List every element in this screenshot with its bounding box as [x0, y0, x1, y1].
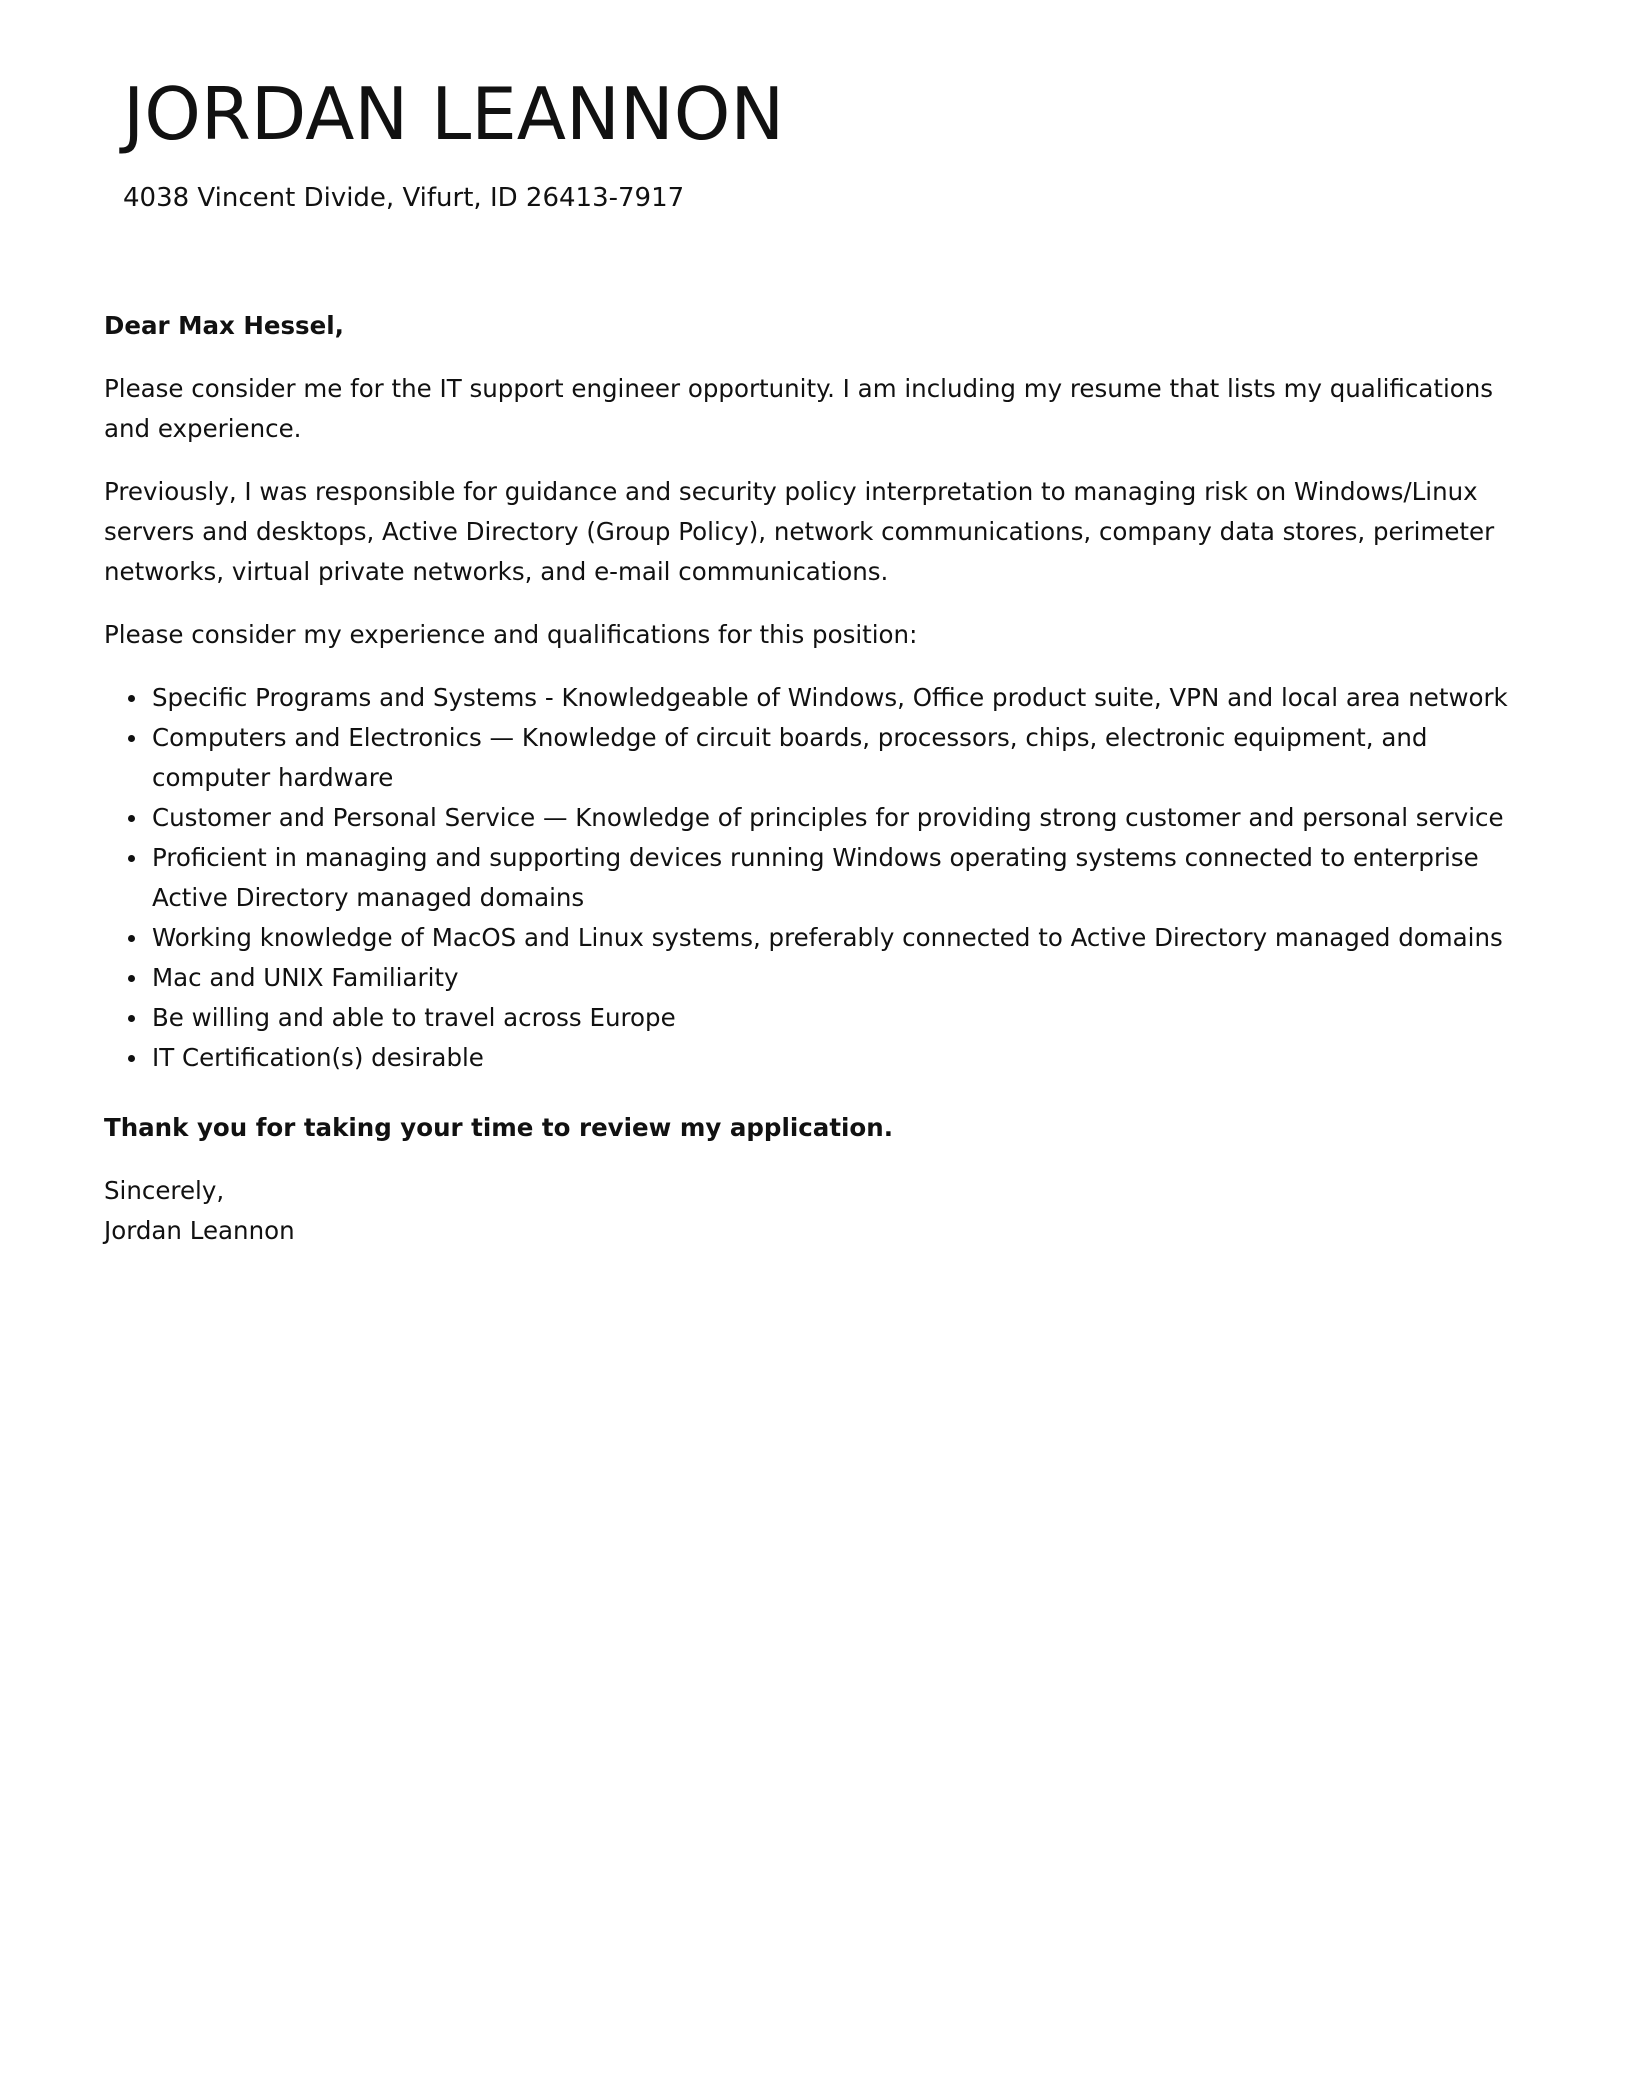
list-item: Customer and Personal Service — Knowledge of principles for providing strong customer and personal service [152, 798, 1544, 838]
qualifications-intro: Please consider my experience and qualifications for this position: [104, 620, 918, 649]
applicant-address: 4038 Vincent Divide, Vifurt, ID 26413-7917 [123, 183, 685, 213]
letter-header [123, 66, 1523, 213]
list-item: Proficient in managing and supporting devices running Windows operating systems connected to enterprise Active Directory managed domains [152, 838, 1544, 918]
list-item: Computers and Electronics — Knowledge of circuit boards, processors, chips, electronic equipment, and computer hardware [152, 718, 1544, 798]
experience-paragraph: Previously, I was responsible for guidance and security policy interpretation to managing risk on Windows/Linux servers and desktops, Active Directory (Group Policy), network communications, company data stores, perimeter networks, virtual private networks, and e-mail communications. [104, 477, 1495, 586]
qualifications-list [104, 678, 1544, 1078]
list-item: Be willing and able to travel across Europe [152, 998, 1544, 1038]
list-item: Working knowledge of MacOS and Linux systems, preferably connected to Active Directory managed domains [152, 918, 1544, 958]
letter-body [104, 306, 1544, 1251]
list-item: Specific Programs and Systems - Knowledgeable of Windows, Office product suite, VPN and local area network [152, 678, 1544, 718]
salutation: Dear Max Hessel, [104, 311, 344, 340]
applicant-name: JORDAN LEANNON [123, 72, 785, 156]
closing-word: Sincerely, [104, 1176, 225, 1205]
list-item: IT Certification(s) desirable [152, 1038, 1544, 1078]
signoff [104, 1171, 1544, 1251]
signature-name: Jordan Leannon [104, 1216, 295, 1245]
list-item: Mac and UNIX Familiarity [152, 958, 1544, 998]
intro-paragraph: Please consider me for the IT support engineer opportunity. I am including my resume that lists my qualifications and experience. [104, 374, 1494, 443]
thank-you-line: Thank you for taking your time to review my application. [104, 1113, 894, 1142]
